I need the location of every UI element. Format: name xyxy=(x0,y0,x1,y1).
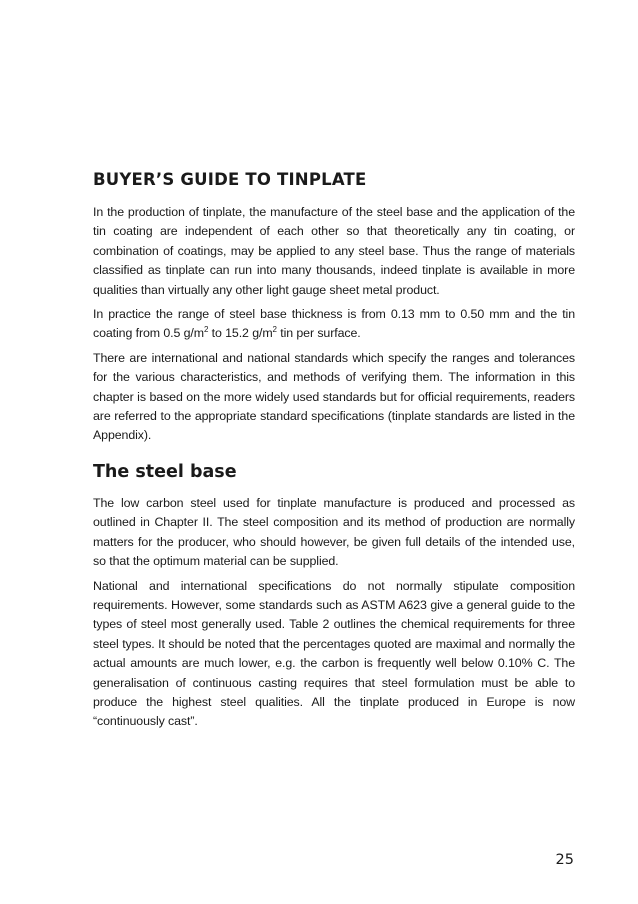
paragraph-2-part3: tin per surface. xyxy=(276,326,361,341)
paragraph-3: There are international and national standards which specify the ranges and tolerances for the various characteristics, and methods of verifying them. The information in this chapter is based on the more widely used standards but for official requirements, readers are referred to the appropriate standard specifications (tinplate standards are listed in the Appendix). xyxy=(93,350,575,443)
paragraph-1: In the production of tinplate, the manufacture of the steel base and the application of the tin coating are independent of each other so that theoretically any tin coating, or combination of coatings, may be applied to any steel base. Thus the range of materials classified as tinplate can run into many thousands, indeed tinplate is available in more qualities than virtually any other light gauge sheet metal product. xyxy=(93,205,575,297)
main-heading: BUYER’S GUIDE TO TINPLATE xyxy=(93,170,367,189)
paragraph-2-part1: In practice the range of steel base thickness is from 0.13 mm to 0.50 mm and the tin coating from 0.5 g/m xyxy=(93,307,575,341)
paragraph-5: National and international specifications do not normally stipulate composition requirements. However, some standards such as ASTM A623 give a general guide to the types of steel most generally used. Table 2 outlines the chemical requirements for three steel types. It should be noted that the percentages quoted are maximal and normally the actual amounts are much lower, e.g. the carbon is frequently well below 0.10% C. The generalisation of continuous casting requires that steel formulation must be able to produce the highest steel qualities. All the tinplate produced in Europe is now “continuously cast”. xyxy=(93,578,575,729)
page-number: 25 xyxy=(555,852,574,868)
paragraph-4: The low carbon steel used for tinplate manufacture is produced and processed as outlined in Chapter II. The steel composition and its method of production are normally matters for the producer, who should however, be given full details of the intended use, so that the optimum material can be supplied. xyxy=(93,495,575,569)
page-content xyxy=(93,170,575,737)
superscript-1: 2 xyxy=(203,325,209,335)
superscript-2: 2 xyxy=(272,325,277,335)
paragraph-2 xyxy=(93,305,575,344)
section-heading: The steel base xyxy=(93,461,237,482)
paragraph-2-part2: to 15.2 g/m xyxy=(208,326,273,341)
